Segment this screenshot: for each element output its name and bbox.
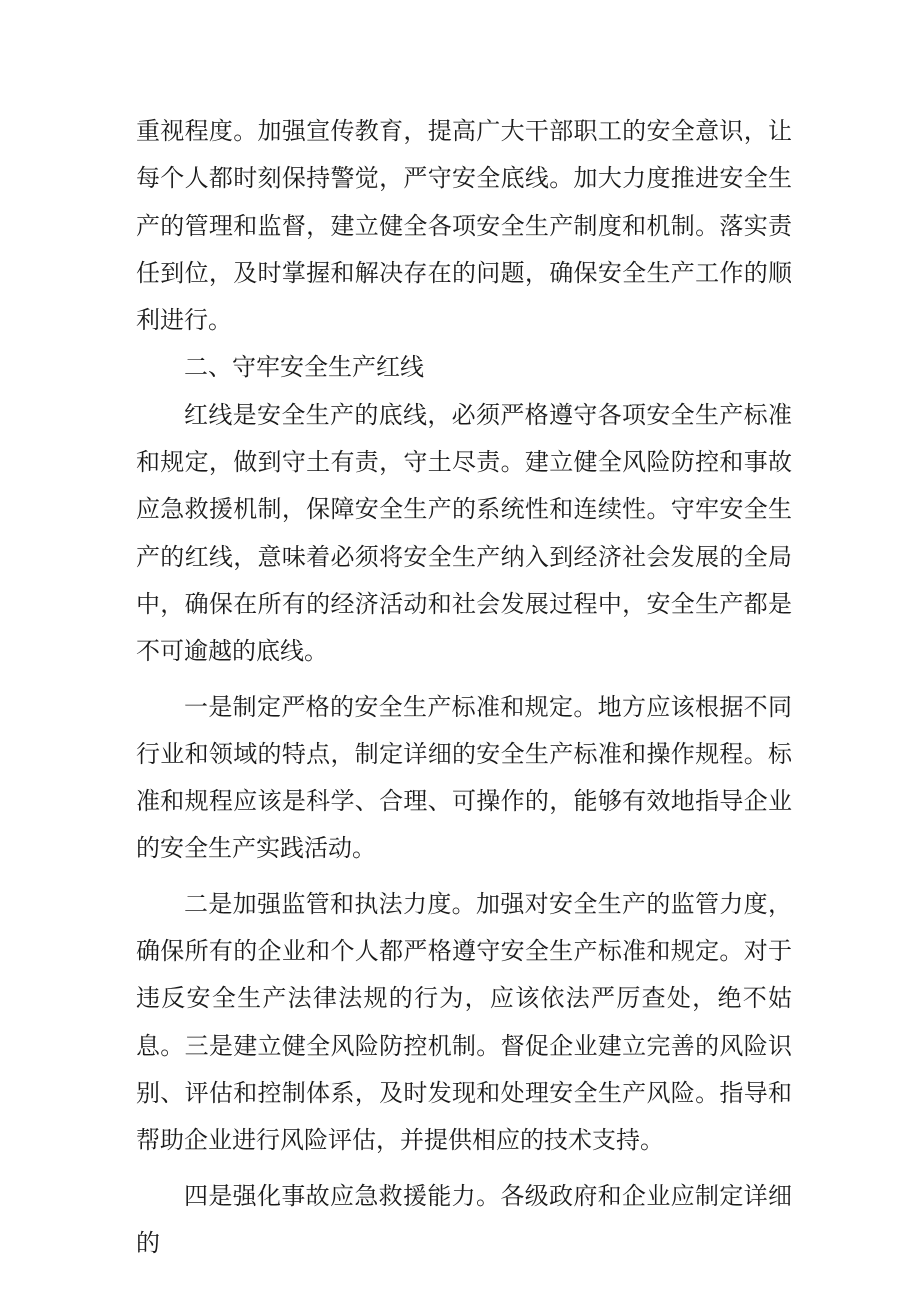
paragraph: 红线是安全生产的底线，必须严格遵守各项安全生产标准和规定，做到守土有责，守土尽责。建立健全风险防控和事故应急救援机制，保障安全生产的系统性和连续性。守牢安全生产的红线，意味着必须将安全生产纳入到经济社会发展的全局中，确保在所有的经济活动和社会发展过程中，安全生产都是不可逾越的底线。 — [136, 400, 792, 666]
paragraph: 二是加强监管和执法力度。加强对安全生产的监管力度，确保所有的企业和个人都严格遵守安全生产标准和规定。对于违反安全生产法律法规的行为，应该依法严厉查处，绝不姑息。三是建立健全风险防控机制。督促企业建立完善的风险识别、评估和控制体系，及时发现和处理安全生产风险。指导和帮助企业进行风险评估，并提供相应的技术支持。 — [136, 889, 792, 1155]
paragraph: 一是制定严格的安全生产标准和规定。地方应该根据不同行业和领域的特点，制定详细的安全生产标准和操作规程。标准和规程应该是科学、合理、可操作的，能够有效地指导企业的安全生产实践活动。 — [136, 692, 792, 863]
paragraph: 四是强化事故应急救援能力。各级政府和企业应制定详细的 — [136, 1181, 792, 1257]
document-body — [136, 108, 792, 1267]
paragraph-continuation: 重视程度。加强宣传教育，提高广大干部职工的安全意识，让每个人都时刻保持警觉，严守安全底线。加大力度推进安全生产的管理和监督，建立健全各项安全生产制度和机制。落实责任到位，及时掌握和解决存在的问题，确保安全生产工作的顺利进行。 — [136, 117, 792, 335]
section-heading: 二、守牢安全生产红线 — [184, 353, 424, 382]
